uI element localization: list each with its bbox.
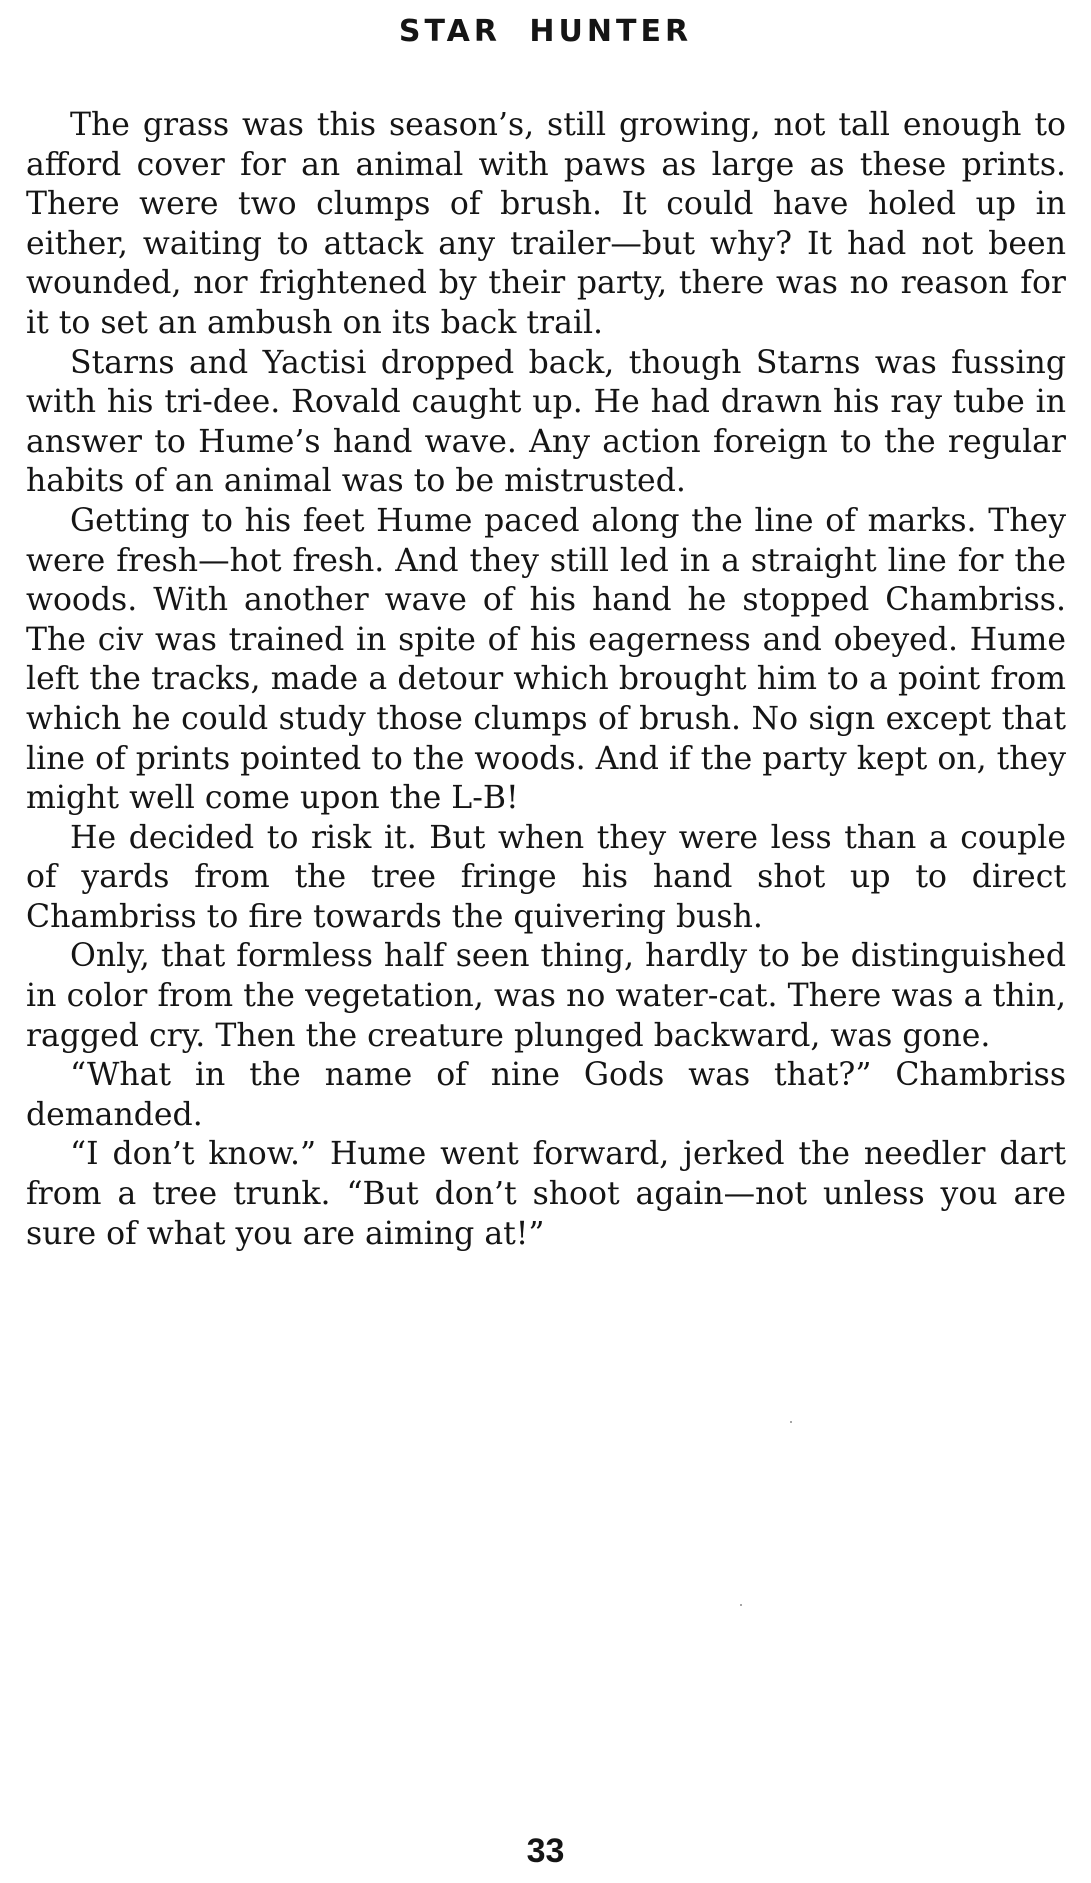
paragraph: Getting to his feet Hume paced along the line of marks. They were fresh—hot fresh. And they still led in a straight line for the woods. With another wave of his hand he stopped Chambriss. The civ was trained in spite of his eagerness and obeyed. Hume left the tracks, made a detour which brought him to a point from which he could study those clumps of brush. No sign except that line of prints pointed to the woods. And if the party kept on, they might well come upon the L-B!	[26, 502, 1066, 817]
page-number: 33	[526, 1832, 565, 1870]
paragraph: “What in the name of nine Gods was that?” Chambriss demanded.	[26, 1057, 1066, 1133]
paragraph: The grass was this season’s, still growing, not tall enough to afford cover for an animal with paws as large as these prints. There were two clumps of brush. It could have holed up in either, waiting to attack any trailer—but why? It had not been wounded, nor frightened by their party, there was no reason for it to set an ambush on its back trail.	[26, 107, 1066, 341]
scan-speck	[740, 1604, 742, 1606]
paragraph: “I don’t know.” Hume went forward, jerked the needler dart from a tree trunk. “But don’t shoot again—not unless you are sure of what you are aiming at!”	[26, 1136, 1066, 1252]
scan-speck	[790, 1421, 792, 1423]
body-text	[26, 106, 1066, 1254]
paragraph: Only, that formless half seen thing, hardly to be distinguished in color from the vegetation, was no water-cat. There was a thin, ragged cry. Then the creature plunged backward, was gone.	[26, 938, 1066, 1054]
paragraph: He decided to risk it. But when they were less than a couple of yards from the tree fringe his hand shot up to direct Chambriss to fire towards the quivering bush.	[26, 819, 1066, 935]
paragraph: Starns and Yactisi dropped back, though Starns was fussing with his tri-dee. Rovald caught up. He had drawn his ray tube in answer to Hume’s hand wave. Any action foreign to the regular habits of an animal was to be mistrusted.	[26, 344, 1066, 500]
running-head: STAR HUNTER	[398, 14, 693, 49]
